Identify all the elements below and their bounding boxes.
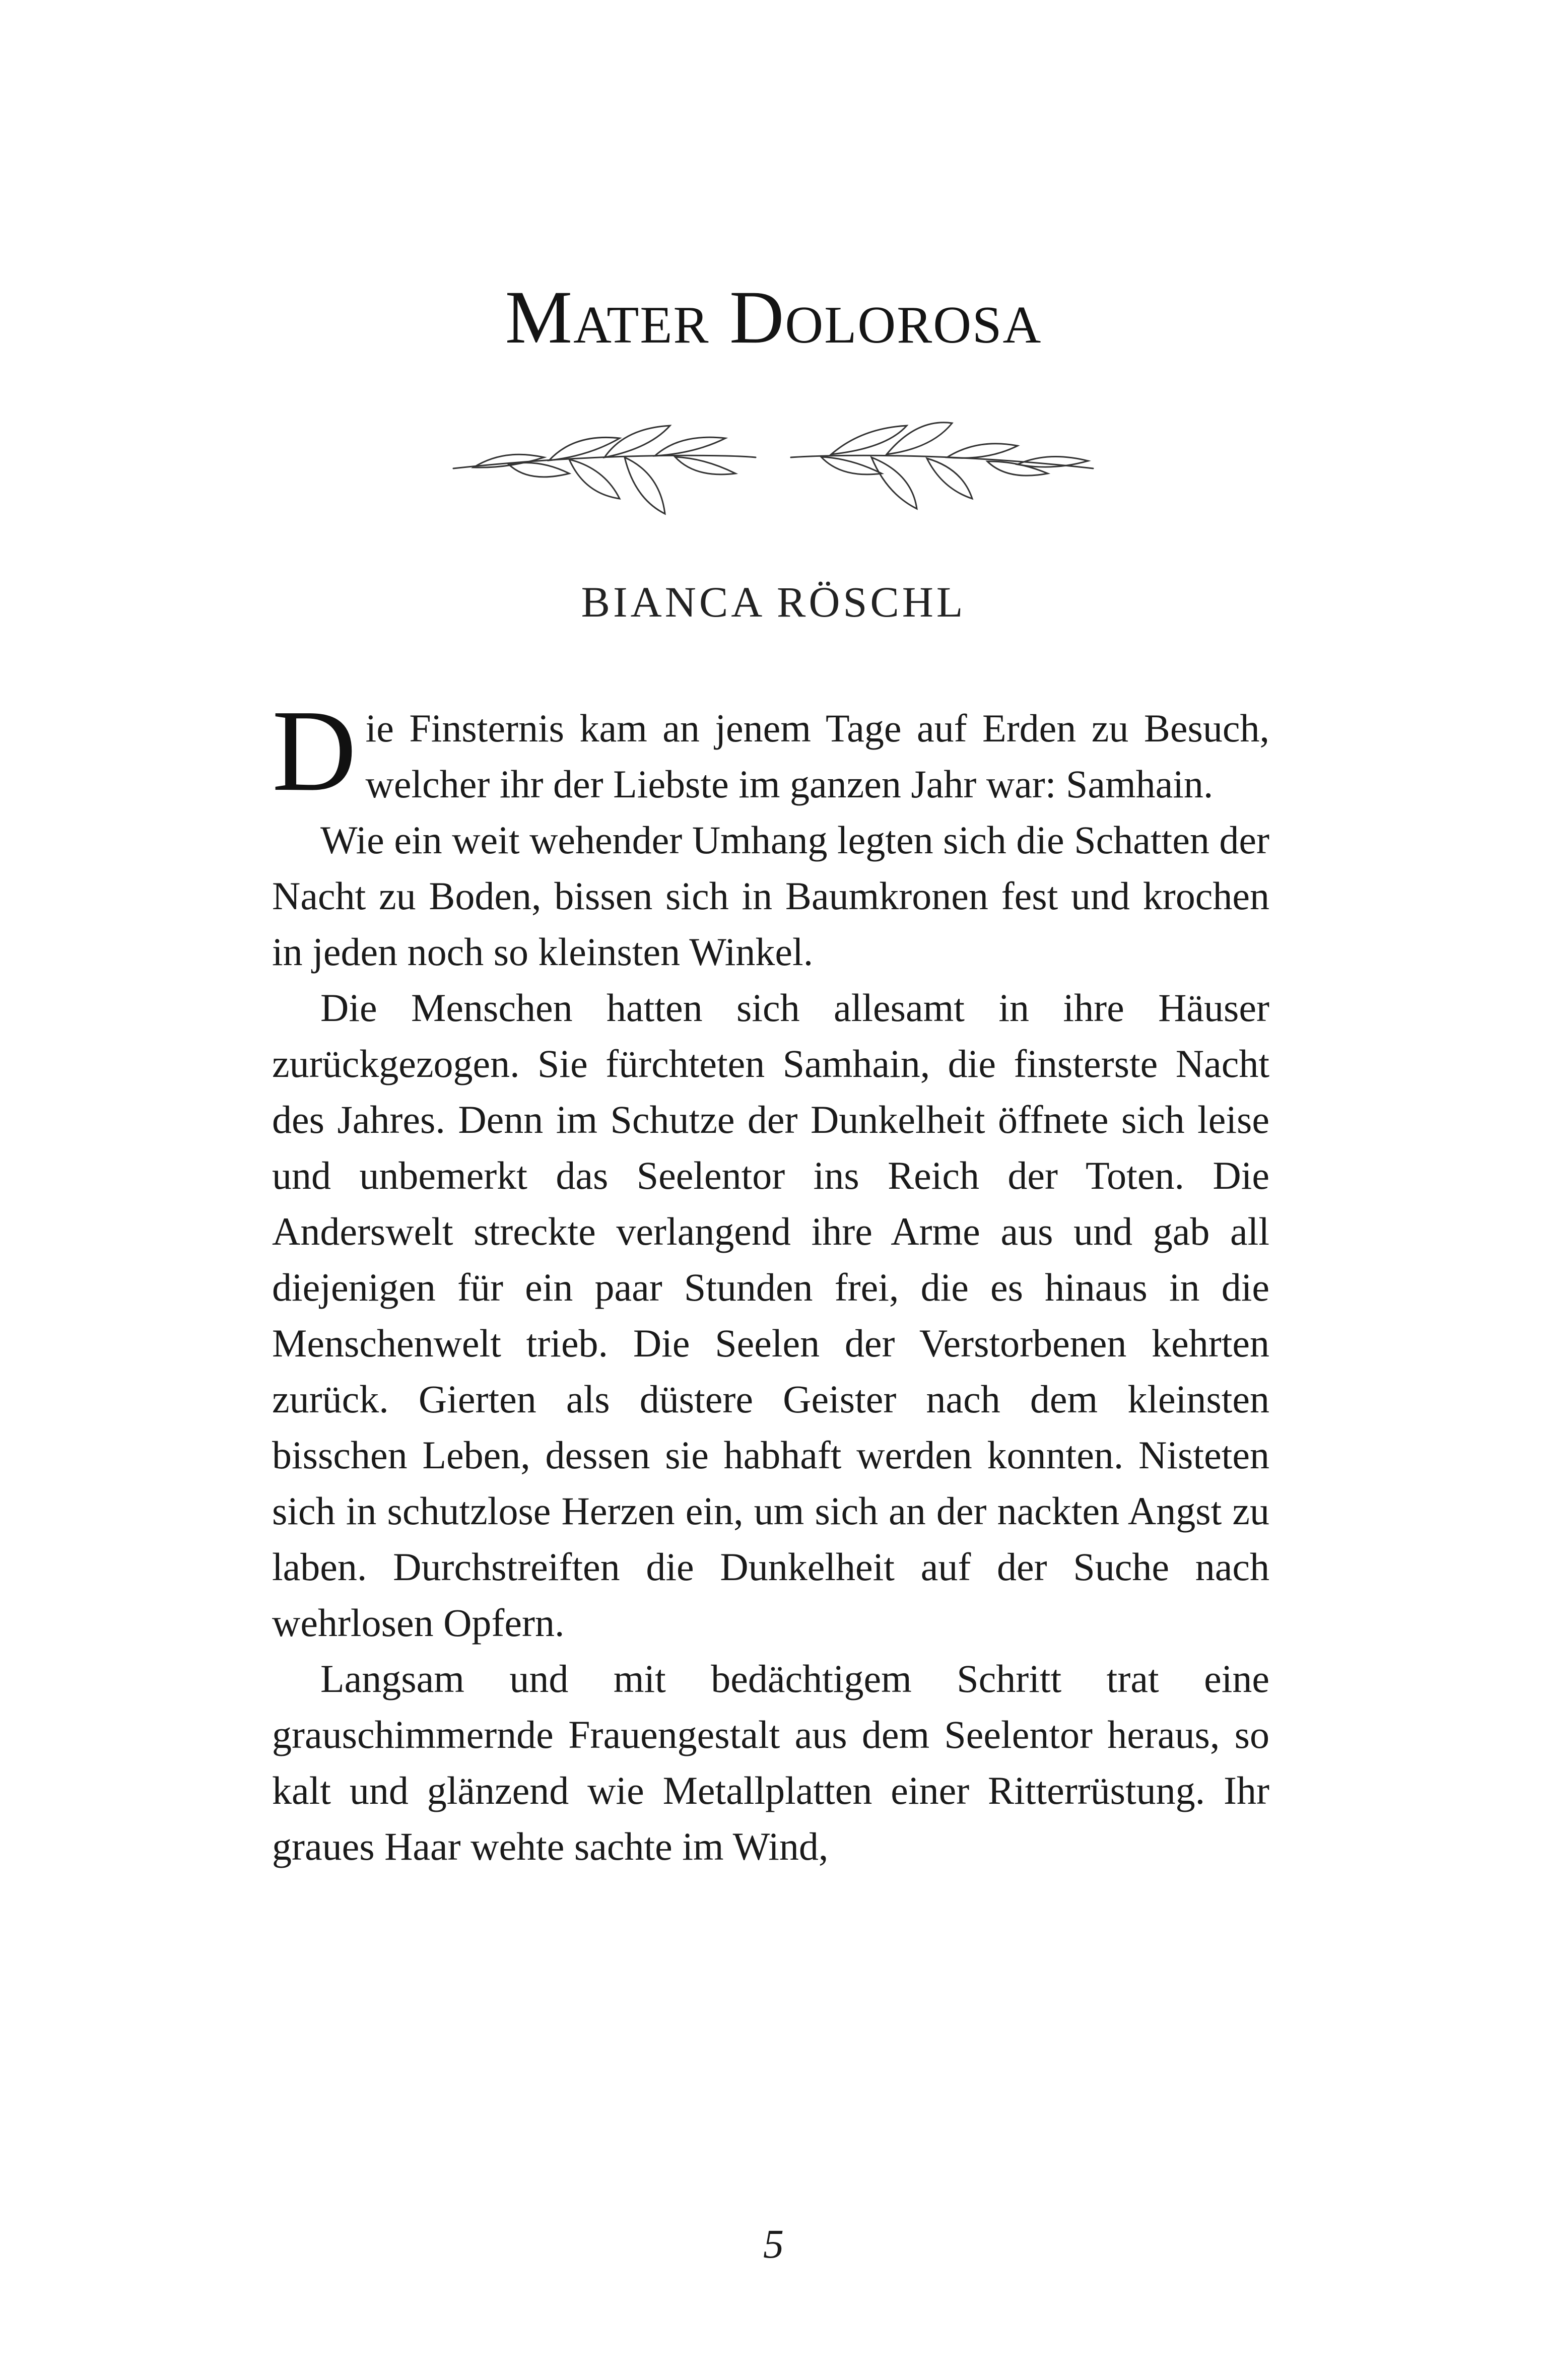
paragraph: Wie ein weit wehender Umhang legten sich die Schatten der Nacht zu Boden, bissen sich in Baumkronen fest und krochen in jeden noch so kleinsten Winkel.: [272, 818, 1269, 974]
chapter-title: Mater Dolorosa: [505, 276, 1042, 359]
drop-cap: D: [272, 686, 357, 815]
paragraph: [272, 686, 1269, 815]
paragraph-text: ie Finsternis kam an jenem Tage auf Erden zu Besuch, welcher ihr der Liebste im ganzen Jahr war: Samhain.: [365, 706, 1269, 806]
body-text: [272, 686, 1269, 1874]
page-number: 5: [763, 2221, 784, 2267]
crescent-moon-laurel-icon: [443, 398, 1103, 529]
paragraph: Die Menschen hatten sich allesamt in ihre Häuser zurückgezogen. Sie fürchteten Samhain, die finsterste Nacht des Jahres. Denn im Schutze der Dunkelheit öffnete sich leise und unbemerkt das Seelentor ins Reich der Toten. Die Anderswelt streckte verlangend ihre Arme aus und gab all diejenigen für ein paar Stunden frei, die es hinaus in die Menschenwelt trieb. Die Seelen der Verstorbenen kehrten zurück. Gierten als düstere Geister nach dem kleinsten bisschen Leben, dessen sie habhaft werden konnten. Nisteten sich in schutzlose Herzen ein, um sich an der nackten Angst zu laben. Durchstreiften die Dunkelheit auf der Suche nach wehrlosen Opfern.: [272, 986, 1269, 1645]
author-name: BIANCA RÖSCHL: [581, 578, 966, 626]
paragraph: Langsam und mit bedächtigem Schritt trat eine grauschimmernde Frauengestalt aus dem Seelentor heraus, so kalt und glänzend wie Metallplatten einer Ritterrüstung. Ihr graues Haar wehte sachte im Wind,: [272, 1657, 1269, 1868]
